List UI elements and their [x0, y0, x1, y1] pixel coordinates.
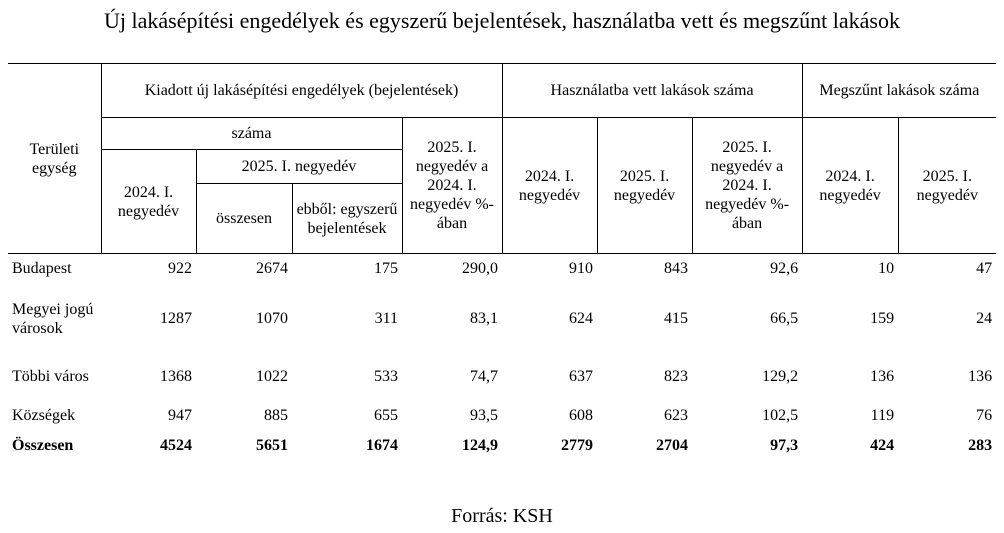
header-issued-2024-q1: 2024. I. negyedév — [101, 150, 196, 254]
table-row-total — [8, 432, 996, 460]
header-count: száma — [101, 118, 402, 150]
row-label: Többi város — [12, 368, 89, 385]
header-issued-total: összesen — [196, 184, 292, 254]
header-issued-2025-q1: 2025. I. negyedév — [196, 150, 402, 184]
table-title: Új lakásépítési engedélyek és egyszerű bejelentések, használatba vett és megszűnt lakások — [104, 8, 900, 33]
cell-used-2024-q1: 624 — [569, 310, 594, 327]
data-table — [8, 63, 996, 460]
cell-issued-percent: 93,5 — [470, 407, 499, 424]
cell-ceased-2024-q1: 136 — [870, 368, 895, 385]
row-label: Budapest — [12, 260, 72, 278]
cell-issued-2025-q1-total: 1022 — [256, 368, 288, 385]
cell-issued-percent: 124,9 — [462, 437, 499, 454]
row-label: Községek — [12, 407, 76, 424]
row-label: Megyei jogú városok — [12, 300, 94, 337]
table-header — [8, 64, 996, 254]
cell-issued-2024-q1: 4524 — [160, 437, 192, 454]
header-dwellings-ceased: Megszűnt lakások száma — [802, 64, 996, 118]
table-body — [8, 254, 996, 460]
cell-used-2024-q1: 637 — [569, 368, 594, 385]
cell-issued-2025-q1-total: 1070 — [256, 310, 288, 327]
table-row — [8, 354, 996, 400]
cell-ceased-2025-q1: 47 — [976, 260, 993, 278]
cell-ceased-2024-q1: 119 — [870, 407, 895, 424]
cell-simple-notifications: 533 — [374, 368, 398, 385]
source-note: Forrás: KSH — [451, 505, 553, 527]
cell-issued-2025-q1-total: 2674 — [256, 260, 288, 278]
header-ceased-2025-q1: 2025. I. negyedév — [898, 118, 996, 254]
cell-used-2025-q1: 2704 — [656, 437, 689, 454]
cell-used-2024-q1: 608 — [569, 407, 594, 424]
table-row — [8, 400, 996, 432]
cell-used-percent: 97,3 — [770, 437, 799, 454]
cell-used-2025-q1: 623 — [664, 407, 689, 424]
table-row — [8, 284, 996, 354]
header-ceased-2024-q1: 2024. I. negyedév — [802, 118, 898, 254]
cell-issued-2025-q1-total: 5651 — [256, 437, 288, 454]
table-row — [8, 254, 996, 284]
cell-issued-2025-q1-total: 885 — [264, 407, 288, 424]
cell-ceased-2024-q1: 10 — [878, 260, 895, 278]
header-simple-notifications: ebből: egyszerű bejelentések — [292, 184, 402, 254]
cell-simple-notifications: 1674 — [366, 437, 398, 454]
header-used-2025-q1: 2025. I. negyedév — [597, 118, 692, 254]
header-used-2024-q1: 2024. I. negyedév — [502, 118, 597, 254]
cell-ceased-2024-q1: 424 — [870, 437, 895, 454]
cell-used-percent: 92,6 — [770, 260, 799, 278]
cell-ceased-2025-q1: 24 — [976, 310, 993, 327]
cell-ceased-2025-q1: 136 — [968, 368, 993, 385]
cell-issued-2024-q1: 1287 — [160, 310, 192, 327]
cell-issued-percent: 83,1 — [470, 310, 499, 327]
cell-ceased-2024-q1: 159 — [870, 310, 895, 327]
cell-used-2025-q1: 415 — [664, 310, 689, 327]
cell-issued-percent: 74,7 — [470, 368, 499, 385]
cell-used-percent: 102,5 — [762, 407, 799, 424]
header-territorial-unit: Területi egység — [8, 64, 101, 254]
cell-used-2025-q1: 823 — [664, 368, 689, 385]
cell-simple-notifications: 655 — [374, 407, 398, 424]
row-label: Összesen — [12, 437, 74, 454]
cell-simple-notifications: 311 — [374, 310, 398, 327]
cell-simple-notifications: 175 — [374, 260, 398, 278]
header-dwellings-used: Használatba vett lakások száma — [502, 64, 802, 118]
cell-used-2024-q1: 2779 — [561, 437, 594, 454]
cell-used-percent: 66,5 — [770, 310, 799, 327]
header-issued-percent: 2025. I. negyedév a 2024. I. negyedév %-ában — [402, 118, 502, 254]
cell-issued-percent: 290,0 — [462, 260, 499, 278]
header-used-percent: 2025. I. negyedév a 2024. I. negyedév %-ában — [692, 118, 802, 254]
header-issued-permits: Kiadott új lakásépítési engedélyek (bejelentések) — [101, 64, 502, 118]
cell-issued-2024-q1: 947 — [168, 407, 192, 424]
cell-used-2024-q1: 910 — [569, 260, 594, 278]
cell-used-percent: 129,2 — [762, 368, 799, 385]
cell-ceased-2025-q1: 76 — [976, 407, 993, 424]
cell-issued-2024-q1: 922 — [168, 260, 192, 278]
cell-ceased-2025-q1: 283 — [968, 437, 993, 454]
cell-used-2025-q1: 843 — [664, 260, 689, 278]
cell-issued-2024-q1: 1368 — [160, 368, 192, 385]
